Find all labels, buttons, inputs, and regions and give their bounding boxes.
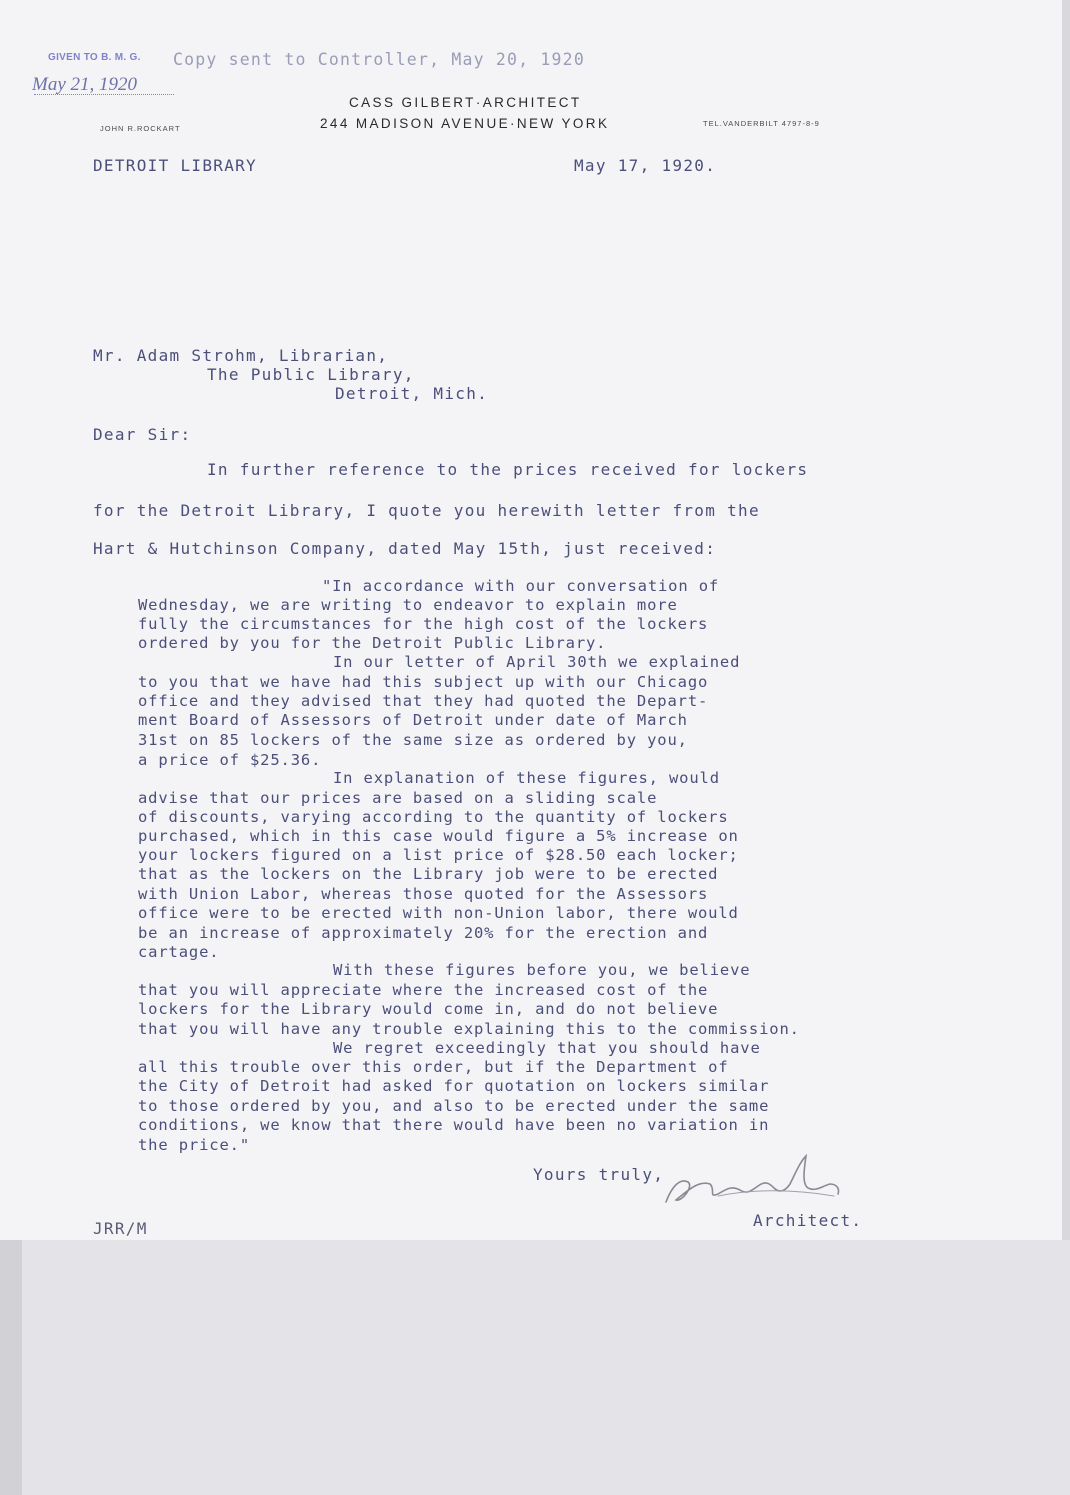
quote-line: ment Board of Assessors of Detroit under date of March bbox=[138, 711, 688, 729]
signatory-title: Architect. bbox=[753, 1211, 863, 1230]
handwritten-date: May 21, 1920 bbox=[32, 74, 138, 95]
quote-line: the price." bbox=[138, 1136, 250, 1154]
typist-initials: JRR/M bbox=[93, 1219, 148, 1238]
quote-line: lockers for the Library would come in, and do not believe bbox=[138, 1000, 719, 1018]
quote-line: advise that our prices are based on a sliding scale bbox=[138, 789, 658, 807]
subject-line: DETROIT LIBRARY bbox=[93, 156, 257, 175]
letterhead-telephone: TEL.VANDERBILT 4797-8-9 bbox=[703, 119, 820, 128]
addressee-line: Detroit, Mich. bbox=[335, 384, 489, 403]
quote-line: fully the circumstances for the high cost of the lockers bbox=[138, 615, 709, 633]
quote-line: "In accordance with our conversation of bbox=[322, 577, 720, 595]
quote-line: 31st on 85 lockers of the same size as ordered by you, bbox=[138, 731, 688, 749]
letterhead-associate: JOHN R.ROCKART bbox=[100, 124, 181, 133]
addressee-line: Mr. Adam Strohm, Librarian, bbox=[93, 346, 389, 365]
quote-line: office and they advised that they had quoted the Depart- bbox=[138, 692, 709, 710]
valediction: Yours truly, bbox=[533, 1165, 665, 1184]
salutation: Dear Sir: bbox=[93, 425, 192, 444]
signature-scrawl bbox=[658, 1150, 848, 1212]
body-line: Hart & Hutchinson Company, dated May 15th, just received: bbox=[93, 539, 717, 558]
letter-date: May 17, 1920. bbox=[574, 156, 717, 175]
letterhead-address: 244 MADISON AVENUE·NEW YORK bbox=[320, 116, 610, 131]
quote-line: with Union Labor, whereas those quoted for the Assessors bbox=[138, 885, 709, 903]
quote-line: the City of Detroit had asked for quotation on lockers similar bbox=[138, 1077, 770, 1095]
quote-line: conditions, we know that there would have been no variation in bbox=[138, 1116, 770, 1134]
given-to-stamp: GIVEN TO B. M. G. bbox=[48, 52, 141, 63]
body-line: for the Detroit Library, I quote you herewith letter from the bbox=[93, 501, 760, 520]
quote-line: that you will appreciate where the increased cost of the bbox=[138, 981, 709, 999]
date-dotted-line bbox=[34, 94, 174, 95]
quote-line: your lockers figured on a list price of $28.50 each locker; bbox=[138, 846, 739, 864]
letterhead-firm: CASS GILBERT·ARCHITECT bbox=[349, 95, 582, 110]
quote-line: Wednesday, we are writing to endeavor to explain more bbox=[138, 596, 678, 614]
backing-edge bbox=[0, 1240, 22, 1495]
quote-line: a price of $25.36. bbox=[138, 751, 322, 769]
quote-line: all this trouble over this order, but if the Department of bbox=[138, 1058, 729, 1076]
quote-line: that you will have any trouble explaining this to the commission. bbox=[138, 1020, 800, 1038]
quote-line: With these figures before you, we believe bbox=[333, 961, 751, 979]
backing-paper bbox=[0, 1240, 1070, 1495]
body-line: In further reference to the prices received for lockers bbox=[207, 460, 809, 479]
quote-line: of discounts, varying according to the quantity of lockers bbox=[138, 808, 729, 826]
quote-line: In our letter of April 30th we explained bbox=[333, 653, 741, 671]
quote-line: office were to be erected with non-Union labor, there would bbox=[138, 904, 739, 922]
quote-line: that as the lockers on the Library job were to be erected bbox=[138, 865, 719, 883]
quote-line: In explanation of these figures, would bbox=[333, 769, 720, 787]
quote-line: to you that we have had this subject up with our Chicago bbox=[138, 673, 709, 691]
quote-line: cartage. bbox=[138, 943, 220, 961]
quote-line: purchased, which in this case would figure a 5% increase on bbox=[138, 827, 739, 845]
quote-line: ordered by you for the Detroit Public Library. bbox=[138, 634, 607, 652]
quote-line: be an increase of approximately 20% for the erection and bbox=[138, 924, 709, 942]
quote-line: We regret exceedingly that you should have bbox=[333, 1039, 761, 1057]
copy-sent-note: Copy sent to Controller, May 20, 1920 bbox=[173, 50, 585, 69]
quote-line: to those ordered by you, and also to be erected under the same bbox=[138, 1097, 770, 1115]
addressee-line: The Public Library, bbox=[207, 365, 415, 384]
